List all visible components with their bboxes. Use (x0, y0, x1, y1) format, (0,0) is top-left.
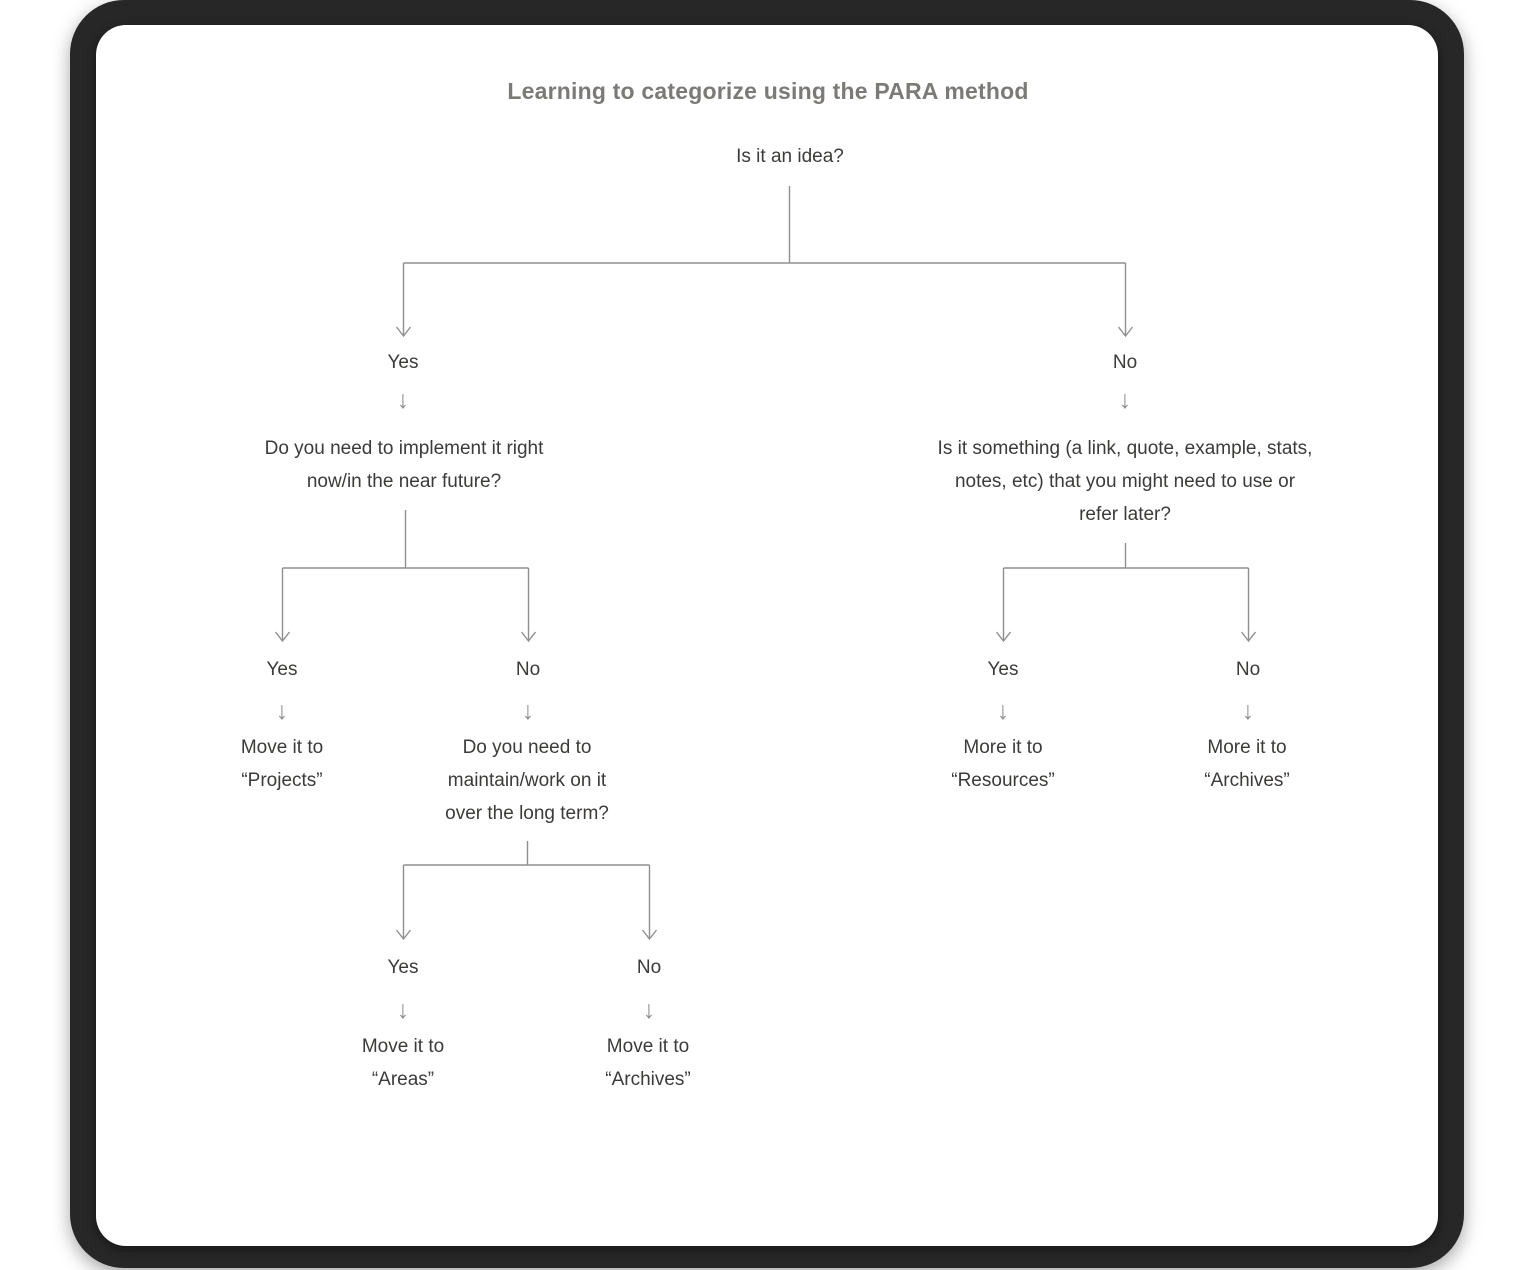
down-arrow-icon: ↓ (521, 697, 535, 725)
leaf-move-projects: Move it to “Projects” (240, 737, 324, 791)
device-frame (70, 0, 1464, 1268)
branch-label-yes-2: Yes (266, 659, 298, 680)
down-arrow-icon: ↓ (1241, 697, 1255, 725)
leaf-move-archives: Move it to “Archives” (605, 1036, 691, 1090)
down-arrow-icon: ↓ (275, 697, 289, 725)
flowchart-canvas (96, 25, 1438, 1246)
branch-label-no-4: No (636, 957, 662, 978)
node-root-question: Is it an idea? (736, 146, 844, 167)
node-implement-question: Do you need to implement it right now/in the near future? (264, 438, 544, 492)
leaf-more-archives: More it to “Archives” (1204, 737, 1290, 791)
leaf-more-resources: More it to “Resources” (951, 737, 1055, 791)
down-arrow-icon: ↓ (642, 996, 656, 1024)
branch-label-no-1: No (1112, 352, 1138, 373)
down-arrow-icon: ↓ (396, 996, 410, 1024)
down-arrow-icon: ↓ (396, 386, 410, 414)
branch-label-no-3: No (1235, 659, 1261, 680)
diagram-title: Learning to categorize using the PARA method (507, 78, 1029, 104)
down-arrow-icon: ↓ (996, 697, 1010, 725)
branch-label-yes-3: Yes (987, 659, 1019, 680)
node-maintain-question: Do you need to maintain/work on it over the long term? (445, 737, 609, 824)
node-refer-question: Is it something (a link, quote, example, stats, notes, etc) that you might need to use or refer later? (937, 438, 1313, 525)
branch-label-yes-1: Yes (387, 352, 419, 373)
leaf-move-areas: Move it to “Areas” (361, 1036, 445, 1090)
down-arrow-icon: ↓ (1118, 386, 1132, 414)
branch-label-yes-4: Yes (387, 957, 419, 978)
branch-label-no-2: No (515, 659, 541, 680)
